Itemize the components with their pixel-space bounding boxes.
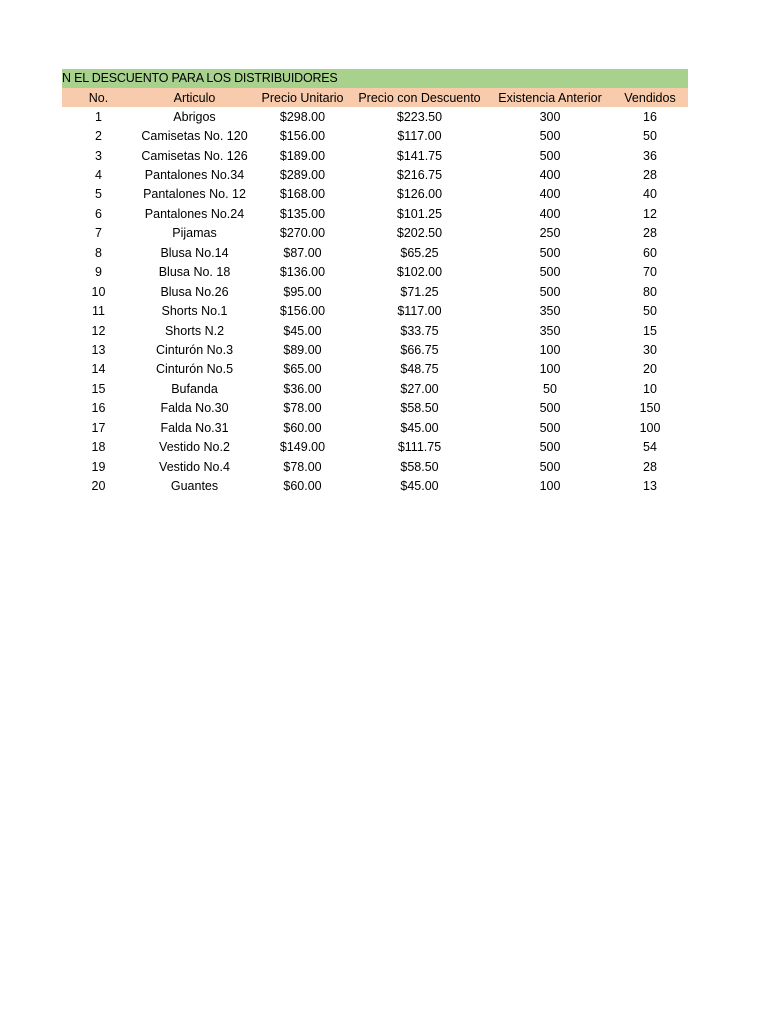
- table-row: [62, 204, 688, 223]
- cell-existencia-anterior[interactable]: 400: [539, 187, 561, 202]
- cell-existencia-anterior[interactable]: 250: [539, 226, 561, 241]
- cell-precio-unitario[interactable]: $78.00: [283, 401, 322, 416]
- cell-vendidos[interactable]: 15: [643, 323, 657, 338]
- cell-no[interactable]: 15: [91, 381, 106, 396]
- spreadsheet-region: [62, 69, 688, 496]
- cell-existencia-anterior[interactable]: 400: [539, 206, 561, 221]
- cell-precio-con-descuento[interactable]: $111.75: [397, 440, 442, 455]
- cell-vendidos[interactable]: 54: [643, 440, 657, 455]
- cell-precio-unitario[interactable]: $270.00: [279, 226, 326, 241]
- table-row: [62, 379, 688, 398]
- cell-precio-unitario[interactable]: $60.00: [283, 479, 322, 494]
- table-row: [62, 224, 688, 243]
- cell-no[interactable]: 9: [95, 265, 102, 280]
- cell-existencia-anterior[interactable]: 500: [539, 401, 561, 416]
- cell-no[interactable]: 18: [91, 440, 106, 455]
- cell-articulo[interactable]: Falda No.31: [160, 420, 229, 435]
- cell-precio-unitario[interactable]: $87.00: [283, 245, 322, 260]
- cell-articulo[interactable]: Pantalones No.34: [144, 168, 245, 183]
- table-row: [62, 126, 688, 145]
- cell-no[interactable]: 6: [95, 206, 102, 221]
- cell-vendidos[interactable]: 13: [643, 479, 657, 494]
- cell-existencia-anterior[interactable]: 500: [539, 129, 561, 144]
- cell-articulo[interactable]: Bufanda: [171, 381, 218, 396]
- cell-precio-unitario[interactable]: $135.00: [279, 206, 326, 221]
- cell-vendidos[interactable]: 70: [643, 265, 657, 280]
- cell-vendidos[interactable]: 50: [643, 129, 657, 144]
- cell-vendidos[interactable]: 80: [643, 284, 657, 299]
- cell-precio-unitario[interactable]: $156.00: [279, 129, 326, 144]
- cell-precio-con-descuento[interactable]: $71.25: [400, 284, 439, 299]
- table-row: [62, 185, 688, 204]
- table-row: [62, 437, 688, 456]
- cell-articulo[interactable]: Pijamas: [172, 226, 217, 241]
- cell-articulo[interactable]: Falda No.30: [160, 401, 229, 416]
- table-row: [62, 457, 688, 476]
- table-row: [62, 146, 688, 165]
- table-row: [62, 107, 688, 126]
- header-vendidos[interactable]: Vendidos: [624, 90, 676, 105]
- cell-no[interactable]: 3: [95, 148, 102, 163]
- table-row: [62, 243, 688, 262]
- header-existencia-anterior[interactable]: Existencia Anterior: [498, 90, 602, 105]
- cell-no[interactable]: 12: [91, 323, 106, 338]
- cell-no[interactable]: 2: [95, 129, 102, 144]
- cell-precio-con-descuento[interactable]: $202.50: [396, 226, 443, 241]
- cell-articulo[interactable]: Cinturón No.3: [155, 342, 234, 357]
- cell-vendidos[interactable]: 10: [643, 381, 657, 396]
- cell-articulo[interactable]: Camisetas No. 120: [141, 129, 248, 144]
- cell-precio-unitario[interactable]: $65.00: [283, 362, 322, 377]
- cell-precio-con-descuento[interactable]: $27.00: [400, 381, 439, 396]
- header-precio-con-descuento[interactable]: Precio con Descuento: [358, 90, 481, 105]
- cell-precio-con-descuento[interactable]: $58.50: [400, 401, 439, 416]
- cell-precio-unitario[interactable]: $136.00: [279, 265, 326, 280]
- cell-existencia-anterior[interactable]: 500: [539, 284, 561, 299]
- cell-no[interactable]: 17: [91, 420, 106, 435]
- cell-articulo[interactable]: Camisetas No. 126: [141, 148, 248, 163]
- cell-articulo[interactable]: Blusa No.26: [160, 284, 229, 299]
- cell-precio-unitario[interactable]: $168.00: [279, 187, 326, 202]
- cell-precio-con-descuento[interactable]: $66.75: [400, 342, 439, 357]
- table-row: [62, 399, 688, 418]
- cell-vendidos[interactable]: 28: [643, 459, 657, 474]
- cell-existencia-anterior[interactable]: 500: [539, 148, 561, 163]
- header-articulo[interactable]: Articulo: [173, 90, 216, 105]
- cell-no[interactable]: 1: [95, 109, 102, 124]
- header-precio-unitario[interactable]: Precio Unitario: [261, 90, 344, 105]
- cell-vendidos[interactable]: 150: [639, 401, 661, 416]
- table-row: [62, 321, 688, 340]
- cell-existencia-anterior[interactable]: 350: [539, 323, 561, 338]
- table-row: [62, 165, 688, 184]
- cell-no[interactable]: 19: [91, 459, 106, 474]
- cell-vendidos[interactable]: 12: [643, 206, 657, 221]
- cell-precio-con-descuento[interactable]: $45.00: [400, 479, 439, 494]
- cell-existencia-anterior[interactable]: 100: [539, 342, 561, 357]
- table-row: [62, 263, 688, 282]
- cell-articulo[interactable]: Vestido No.4: [159, 459, 230, 474]
- cell-vendidos[interactable]: 36: [643, 148, 657, 163]
- cell-articulo[interactable]: Guantes: [170, 479, 219, 494]
- cell-precio-unitario[interactable]: $289.00: [279, 168, 326, 183]
- cell-existencia-anterior[interactable]: 500: [539, 245, 561, 260]
- table-row: [62, 340, 688, 359]
- cell-existencia-anterior[interactable]: 350: [539, 304, 561, 319]
- cell-articulo[interactable]: Blusa No.14: [160, 245, 229, 260]
- cell-no[interactable]: 13: [91, 342, 106, 357]
- cell-precio-unitario[interactable]: $298.00: [279, 109, 326, 124]
- cell-precio-con-descuento[interactable]: $117.00: [397, 129, 442, 144]
- cell-vendidos[interactable]: 28: [643, 168, 657, 183]
- cell-existencia-anterior[interactable]: 500: [539, 265, 561, 280]
- cell-existencia-anterior[interactable]: 100: [539, 479, 561, 494]
- cell-existencia-anterior[interactable]: 500: [539, 459, 561, 474]
- cell-precio-unitario[interactable]: $189.00: [279, 148, 326, 163]
- cell-existencia-anterior[interactable]: 400: [539, 168, 561, 183]
- cell-vendidos[interactable]: 28: [643, 226, 657, 241]
- cell-vendidos[interactable]: 100: [639, 420, 661, 435]
- cell-no[interactable]: 4: [95, 168, 102, 183]
- cell-precio-unitario[interactable]: $45.00: [283, 323, 322, 338]
- cell-precio-unitario[interactable]: $78.00: [283, 459, 322, 474]
- cell-precio-unitario[interactable]: $95.00: [283, 284, 322, 299]
- cell-precio-con-descuento[interactable]: $65.25: [400, 245, 439, 260]
- cell-articulo[interactable]: Blusa No. 18: [158, 265, 231, 280]
- table-row: [62, 301, 688, 320]
- cell-no[interactable]: 8: [95, 245, 102, 260]
- table-row: [62, 360, 688, 379]
- cell-no[interactable]: 16: [91, 401, 106, 416]
- cell-precio-unitario[interactable]: $149.00: [279, 440, 326, 455]
- table-row: [62, 418, 688, 437]
- cell-articulo[interactable]: Abrigos: [173, 109, 216, 124]
- cell-no[interactable]: 7: [95, 226, 102, 241]
- cell-no[interactable]: 5: [95, 187, 102, 202]
- cell-articulo[interactable]: Pantalones No. 12: [143, 187, 246, 202]
- cell-vendidos[interactable]: 20: [643, 362, 657, 377]
- cell-precio-con-descuento[interactable]: $223.50: [396, 109, 443, 124]
- products-table: [62, 88, 688, 496]
- cell-precio-con-descuento[interactable]: $216.75: [396, 168, 443, 183]
- cell-vendidos[interactable]: 30: [643, 342, 657, 357]
- cell-existencia-anterior[interactable]: 100: [539, 362, 561, 377]
- table-body: [62, 107, 688, 496]
- cell-precio-con-descuento[interactable]: $126.00: [396, 187, 443, 202]
- cell-articulo[interactable]: Shorts No.1: [161, 304, 228, 319]
- cell-no[interactable]: 11: [92, 304, 105, 319]
- cell-articulo[interactable]: Pantalones No.24: [144, 206, 245, 221]
- cell-precio-con-descuento[interactable]: $45.00: [400, 420, 439, 435]
- cell-no[interactable]: 20: [91, 479, 106, 494]
- cell-precio-con-descuento[interactable]: $58.50: [400, 459, 439, 474]
- cell-precio-unitario[interactable]: $36.00: [283, 381, 322, 396]
- cell-precio-con-descuento[interactable]: $141.75: [396, 148, 443, 163]
- cell-vendidos[interactable]: 50: [643, 304, 657, 319]
- cell-no[interactable]: 10: [91, 284, 106, 299]
- cell-precio-con-descuento[interactable]: $33.75: [400, 323, 439, 338]
- cell-precio-con-descuento[interactable]: $48.75: [400, 362, 439, 377]
- table-row: [62, 476, 688, 495]
- header-row: [62, 88, 688, 107]
- cell-articulo[interactable]: Shorts N.2: [164, 323, 225, 338]
- cell-vendidos[interactable]: 40: [643, 187, 657, 202]
- cell-precio-con-descuento[interactable]: $101.25: [396, 206, 443, 221]
- cell-vendidos[interactable]: 16: [643, 109, 657, 124]
- cell-precio-unitario[interactable]: $89.00: [283, 342, 322, 357]
- cell-existencia-anterior[interactable]: 50: [543, 381, 557, 396]
- title-banner[interactable]: N EL DESCUENTO PARA LOS DISTRIBUIDORES: [62, 69, 688, 88]
- cell-no[interactable]: 14: [91, 362, 106, 377]
- cell-existencia-anterior[interactable]: 300: [539, 109, 561, 124]
- cell-precio-unitario[interactable]: $156.00: [279, 304, 326, 319]
- cell-articulo[interactable]: Cinturón No.5: [155, 362, 234, 377]
- table-row: [62, 282, 688, 301]
- cell-articulo[interactable]: Vestido No.2: [159, 440, 230, 455]
- cell-vendidos[interactable]: 60: [643, 245, 657, 260]
- cell-precio-con-descuento[interactable]: $102.00: [396, 265, 443, 280]
- cell-precio-con-descuento[interactable]: $117.00: [397, 304, 442, 319]
- cell-precio-unitario[interactable]: $60.00: [283, 420, 322, 435]
- header-no[interactable]: No.: [88, 90, 109, 105]
- cell-existencia-anterior[interactable]: 500: [539, 420, 561, 435]
- cell-existencia-anterior[interactable]: 500: [539, 440, 561, 455]
